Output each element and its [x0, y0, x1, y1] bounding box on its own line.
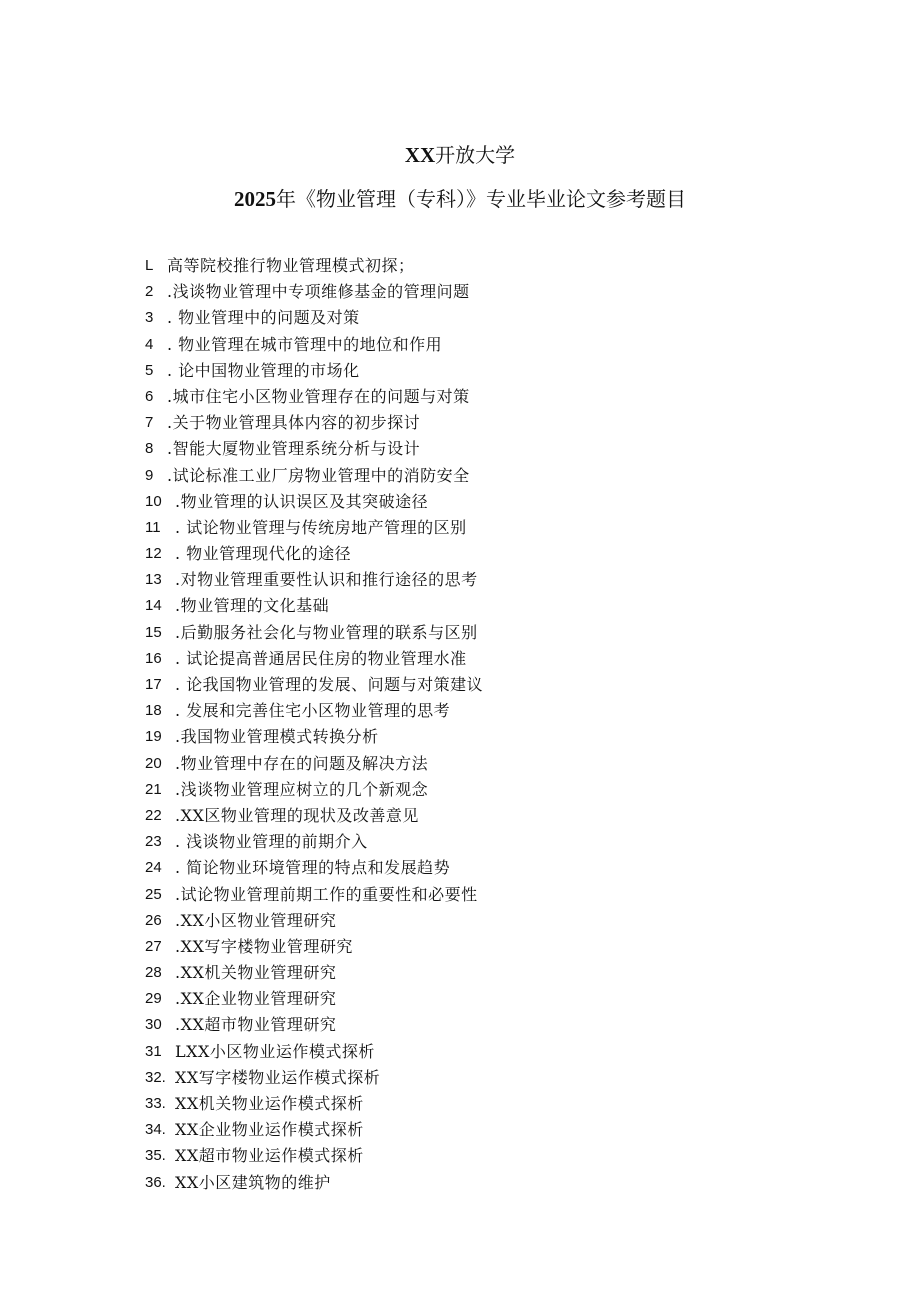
topic-number: 8 — [145, 440, 154, 458]
topic-text: XX企业物业运作模式探析 — [175, 1120, 364, 1140]
topic-text: .我国物业管理模式转换分析 — [175, 727, 379, 747]
university-cn: 开放大学 — [435, 143, 516, 167]
topic-text: . 试论提高普通居民住房的物业管理水准 — [175, 648, 467, 668]
topic-number: 26 — [145, 911, 162, 929]
topic-number: 32. — [145, 1068, 166, 1086]
list-item — [145, 305, 483, 331]
topic-text: .XX机关物业管理研究 — [175, 963, 337, 983]
topic-text: 高等院校推行物业管理模式初探； — [167, 256, 415, 275]
topic-text: .XX写字楼物业管理研究 — [175, 936, 353, 956]
list-item — [145, 1143, 483, 1169]
list-item — [145, 777, 483, 803]
topic-text: . 论我国物业管理的发展、问题与对策建议 — [175, 675, 484, 694]
topic-text: . 发展和完善住宅小区物业管理的思考 — [175, 701, 451, 721]
topic-number: 30 — [145, 1016, 162, 1034]
list-item — [145, 1117, 483, 1143]
topic-text: .城市住宅小区物业管理存在的问题与对策 — [167, 386, 470, 406]
topic-number: 19 — [145, 728, 162, 746]
topic-text: LXX小区物业运作模式探析 — [175, 1041, 375, 1061]
topic-text: .后勤服务社会化与物业管理的联系与区别 — [175, 622, 478, 642]
topic-text: .XX小区物业管理研究 — [175, 910, 337, 930]
topic-number: 18 — [145, 702, 162, 720]
topic-number: 9 — [145, 466, 154, 484]
topic-number: 34. — [145, 1121, 166, 1139]
topic-text: . 论中国物业管理的市场化 — [167, 360, 360, 380]
topic-number: 3 — [145, 309, 154, 327]
subtitle-year: 2025 — [234, 187, 276, 211]
topic-text: .浅谈物业管理中专项维修基金的管理问题 — [167, 282, 470, 302]
topic-number: 36. — [145, 1173, 166, 1191]
list-item — [145, 332, 483, 358]
topic-text: . 物业管理中的问题及对策 — [167, 308, 360, 328]
university-latin: XX — [404, 143, 436, 167]
list-item — [145, 960, 483, 986]
topic-text: .物业管理的文化基础 — [175, 596, 330, 616]
topic-text: XX小区建筑物的维护 — [175, 1172, 331, 1192]
topic-number: 4 — [145, 335, 154, 353]
topic-text: .XX企业物业管理研究 — [175, 989, 337, 1009]
list-item — [145, 934, 483, 960]
list-item — [145, 1091, 483, 1117]
topic-text: . 简论物业环境管理的特点和发展趋势 — [175, 858, 451, 878]
list-item — [145, 698, 483, 724]
list-item — [145, 1065, 483, 1091]
list-item — [145, 384, 483, 410]
topic-number: L — [145, 257, 154, 274]
list-item — [145, 567, 483, 593]
list-item — [145, 436, 483, 462]
list-item — [145, 803, 483, 829]
university-title — [0, 141, 920, 169]
list-item — [145, 829, 483, 855]
list-item — [145, 724, 483, 750]
topic-text: XX机关物业运作模式探析 — [175, 1094, 364, 1113]
topic-text: .试论物业管理前期工作的重要性和必要性 — [175, 884, 478, 904]
list-item — [145, 515, 483, 541]
topic-text: . 物业管理在城市管理中的地位和作用 — [167, 334, 443, 354]
topic-number: 12 — [145, 545, 162, 563]
list-item — [145, 358, 483, 384]
topic-number: 13 — [145, 571, 162, 589]
topic-number: 20 — [145, 754, 162, 772]
topic-number: 33. — [145, 1095, 166, 1112]
topic-number: 22 — [145, 806, 162, 824]
topic-text: XX写字楼物业运作模式探析 — [175, 1067, 381, 1087]
topic-number: 31 — [145, 1042, 162, 1060]
topic-text: . 物业管理现代化的途径 — [175, 544, 352, 564]
topic-number: 7 — [145, 414, 154, 432]
topic-text: .浅谈物业管理应树立的几个新观念 — [175, 779, 429, 799]
topic-text: .XX区物业管理的现状及改善意见 — [175, 805, 419, 825]
topic-number: 35. — [145, 1147, 166, 1165]
topic-text: .智能大厦物业管理系统分析与设计 — [167, 439, 421, 459]
topic-text: . 试论物业管理与传统房地产管理的区别 — [175, 517, 467, 537]
topic-text: .XX超市物业管理研究 — [175, 1015, 337, 1035]
topic-number: 10 — [145, 492, 162, 510]
list-item — [145, 620, 483, 646]
topic-text: .关于物业管理具体内容的初步探讨 — [167, 413, 421, 433]
topic-text: .物业管理中存在的问题及解决方法 — [175, 753, 429, 773]
list-item — [145, 1039, 483, 1065]
topic-text: .物业管理的认识误区及其突破途径 — [175, 491, 429, 511]
topic-number: 2 — [145, 283, 154, 301]
document-subtitle — [0, 185, 920, 213]
topic-number: 27 — [145, 937, 162, 955]
list-item — [145, 253, 483, 279]
topic-number: 14 — [145, 597, 162, 615]
topic-number: 29 — [145, 990, 162, 1008]
list-item — [145, 855, 483, 881]
topic-number: 17 — [145, 676, 162, 693]
topic-number: 11 — [145, 518, 161, 536]
subtitle-text: 年《物业管理（专科）》专业毕业论文参考题目 — [276, 187, 686, 211]
list-item — [145, 672, 483, 698]
list-item — [145, 882, 483, 908]
topic-number: 5 — [145, 361, 154, 379]
list-item — [145, 279, 483, 305]
list-item — [145, 751, 483, 777]
topic-text: . 浅谈物业管理的前期介入 — [175, 832, 368, 852]
topic-number: 15 — [145, 623, 162, 641]
topic-number: 16 — [145, 649, 162, 667]
topic-text: XX超市物业运作模式探析 — [175, 1146, 364, 1166]
topic-number: 28 — [145, 964, 162, 982]
topic-number: 23 — [145, 833, 162, 851]
list-item — [145, 986, 483, 1012]
list-item — [145, 1170, 483, 1196]
topic-number: 24 — [145, 859, 162, 877]
topic-list — [145, 253, 483, 1196]
list-item — [145, 463, 483, 489]
topic-number: 25 — [145, 885, 162, 903]
list-item — [145, 593, 483, 619]
list-item — [145, 541, 483, 567]
topic-number: 21 — [145, 780, 162, 798]
topic-text: .试论标准工业厂房物业管理中的消防安全 — [167, 465, 470, 485]
topic-text: .对物业管理重要性认识和推行途径的思考 — [175, 570, 478, 590]
topic-number: 6 — [145, 387, 154, 405]
list-item — [145, 489, 483, 515]
list-item — [145, 908, 483, 934]
list-item — [145, 410, 483, 436]
list-item — [145, 646, 483, 672]
list-item — [145, 1012, 483, 1038]
